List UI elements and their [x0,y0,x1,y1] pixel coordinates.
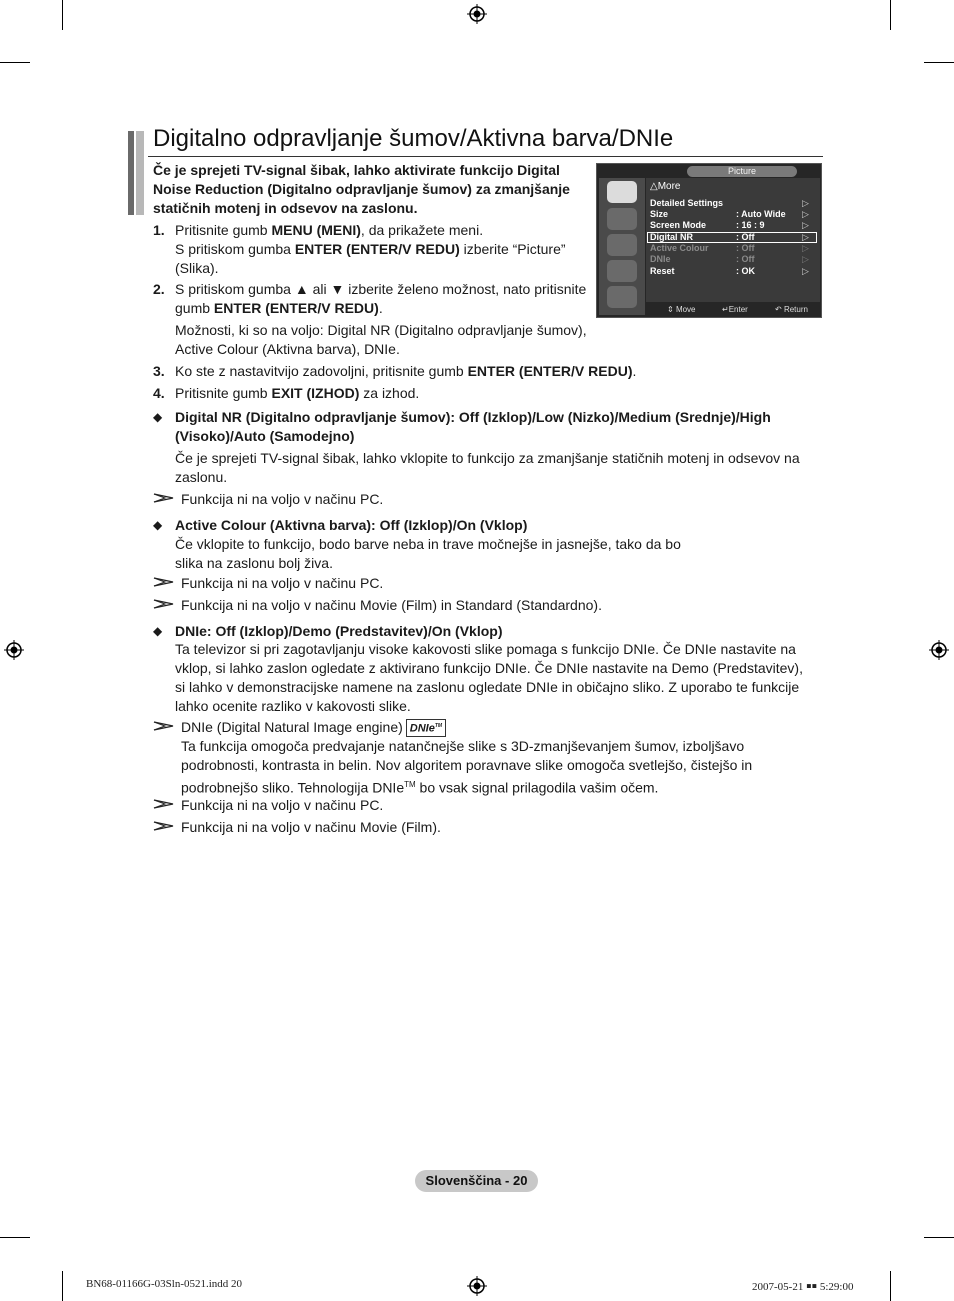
osd-item-label: DNIe [650,254,671,264]
return-icon: ↶ [775,305,784,314]
section-body: slika na zaslonu bolj živa. [175,555,333,571]
tv-osd-menu [596,163,822,318]
osd-arrow-icon: ▷ [802,243,809,253]
note-text: Funkcija ni na voljo v načinu Movie (Film). [181,819,441,835]
crop-mark [924,1237,954,1238]
section-body: zaslonu. [175,469,228,485]
step-text: Pritisnite gumb MENU (MENI), da prikažete meni. [175,222,484,238]
picture-icon [607,181,637,203]
note-text: podrobnejšo sliko. Tehnologija DNIe™ bo vsak signal prilagodila vašim očem. [181,779,659,796]
crop-mark [0,1237,30,1238]
note-arrow-icon [153,720,175,732]
crop-mark [62,0,63,30]
section-heading: Active Colour (Aktivna barva): Off (Izklop)/On (Vklop) [175,517,528,533]
step-text: Ko ste z nastavitvijo zadovoljni, pritisnite gumb ENTER (ENTER/V REDU). [175,363,637,379]
section-body: lahko ocenite razliko v kakovosti slike. [175,698,411,714]
registration-mark-icon [4,640,24,660]
note-text: podrobnosti, kontrasta in belin. Nov algoritem poravnave slike omogoča svetlejšo, čistejšo in [181,757,753,773]
intro-line: Noise Reduction (Digitalno odpravljanje šumov) za zmanjšanje [153,181,570,197]
dnie-logo-icon: DNIe™ [406,719,446,737]
note-arrow-icon [153,798,175,810]
osd-arrow-icon: ▷ [802,198,809,208]
osd-arrow-icon: ▷ [802,232,809,242]
osd-footer-enter: ↵Enter [722,305,748,314]
intro-line: statičnih motenj in odsevov na zaslonu. [153,200,418,216]
osd-footer-move: ⇕ Move [667,305,696,314]
section-heading: DNIe: Off (Izklop)/Demo (Predstavitev)/On (Vklop) [175,623,503,639]
intro-line: Če je sprejeti TV-signal šibak, lahko aktivirate funkcijo Digital [153,162,560,178]
step-text: Active Colour (Aktivna barva), DNIe. [175,341,400,357]
osd-item-value: : Off [736,243,755,253]
osd-header: Picture [687,166,797,177]
sound-icon [607,208,637,230]
osd-more: △More [650,181,681,192]
note-arrow-icon [153,492,175,504]
osd-item-label: Active Colour [650,243,709,253]
channel-icon [607,234,637,256]
section-body: Ta televizor si pri zagotavljanju visoke kakovosti slike pomaga s funkcijo DNIe. Če DNIe nastavite na [175,641,796,657]
osd-arrow-icon: ▷ [802,266,809,276]
section-body: si lahko v demonstracijske namene na zaslonu ogledate DNIe in običajno sliko. Z uporabo te funkcije [175,679,800,695]
registration-mark-icon [467,1276,487,1296]
page-title: Digitalno odpravljanje šumov/Aktivna barva/DNIe [153,125,674,152]
imprint-left: BN68-01166G-03Sln-0521.indd 20 [86,1278,243,1290]
step-text: S pritiskom gumba ENTER (ENTER/V REDU) izberite “Picture” [175,241,566,257]
note-arrow-icon [153,820,175,832]
osd-item-label: Screen Mode [650,220,707,230]
note-arrow-icon [153,576,175,588]
imprint-right: 2007-05-21 ￭￭ 5:29:00 [752,1281,854,1293]
section-body: vklop, si lahko zaslon ogledate z aktivirano funkcijo DNIe. Če DNIe nastavite na Demo (Predstavitev), [175,660,803,676]
title-accent-bar [128,131,134,215]
input-icon [607,286,637,308]
step-text: gumb ENTER (ENTER/V REDU). [175,300,383,316]
setup-icon [607,260,637,282]
bullet-diamond-icon: ◆ [153,518,163,532]
note-text: Funkcija ni na voljo v načinu Movie (Film) in Standard (Standardno). [181,597,602,613]
note-text: Funkcija ni na voljo v načinu PC. [181,491,384,507]
step-number: 2. [153,281,165,297]
bullet-diamond-icon: ◆ [153,410,163,424]
osd-footer-return: ↶ Return [775,305,808,314]
step-text: (Slika). [175,260,219,276]
osd-item-value: : Off [736,254,755,264]
crop-mark [924,62,954,63]
note-text: Ta funkcija omogoča predvajanje natančnejše slike s 3D-zmanjševanjem šumov, izboljšavo [181,738,745,754]
note-text: Funkcija ni na voljo v načinu PC. [181,575,384,591]
step-number: 3. [153,363,165,379]
osd-item-label: Reset [650,266,675,276]
note-text: DNIe (Digital Natural Image engine) DNIe™ [181,718,446,737]
crop-mark [0,62,30,63]
osd-item-value: : OK [736,266,755,276]
osd-arrow-icon: ▷ [802,220,809,230]
note-arrow-icon [153,598,175,610]
osd-selection-highlight [647,232,817,243]
step-text: Pritisnite gumb EXIT (IZHOD) za izhod. [175,385,420,401]
section-heading: (Visoko)/Auto (Samodejno) [175,428,355,444]
note-text: Funkcija ni na voljo v načinu PC. [181,797,384,813]
title-accent-bar [136,131,144,215]
osd-arrow-icon: ▷ [802,254,809,264]
osd-item-label: Detailed Settings [650,198,724,208]
bullet-diamond-icon: ◆ [153,624,163,638]
step-text: S pritiskom gumba ▲ ali ▼ izberite želeno možnost, nato pritisnite [175,281,587,297]
section-heading: Digital NR (Digitalno odpravljanje šumov): Off (Izklop)/Low (Nizko)/Medium (Srednje)/High [175,409,771,425]
osd-item-label: Digital NR [650,232,694,242]
crop-mark [890,1271,891,1301]
osd-sidebar [599,178,645,315]
move-icon: ⇕ [667,305,676,314]
registration-mark-icon [467,4,487,24]
enter-icon: ↵ [722,305,729,314]
osd-item-value: : Off [736,232,755,242]
title-underline [148,156,823,157]
step-number: 1. [153,222,165,238]
crop-mark [890,0,891,30]
section-body: Če vklopite to funkcijo, bodo barve neba in trave močnejše in jasnejše, tako da bo [175,536,681,552]
crop-mark [62,1271,63,1301]
osd-item-value: : 16 : 9 [736,220,765,230]
osd-item-label: Size [650,209,669,219]
page-number-badge: Slovenščina - 20 [415,1170,538,1192]
registration-mark-icon [929,640,949,660]
osd-arrow-icon: ▷ [802,209,809,219]
step-number: 4. [153,385,165,401]
osd-item-value: : Auto Wide [736,209,786,219]
step-text: Možnosti, ki so na voljo: Digital NR (Digitalno odpravljanje šumov), [175,322,587,338]
section-body: Če je sprejeti TV-signal šibak, lahko vklopite to funkcijo za zmanjšanje statičnih motenj in odsevov na [175,450,800,466]
